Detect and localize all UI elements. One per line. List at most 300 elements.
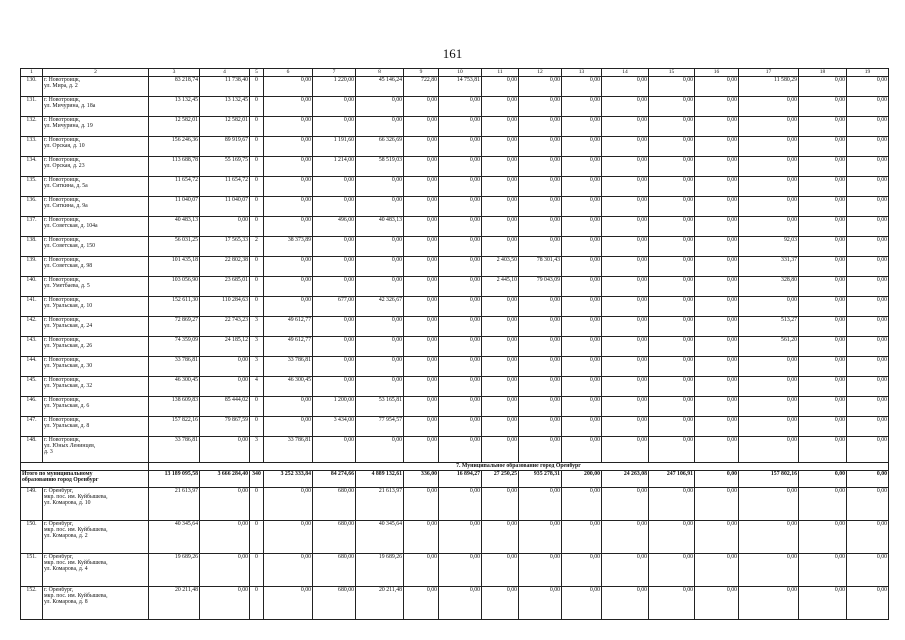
value-cell: 0,00 xyxy=(356,277,404,297)
value-cell: 0,00 xyxy=(695,377,739,397)
value-cell: 0,00 xyxy=(739,417,799,437)
value-cell: 19 689,26 xyxy=(356,554,404,587)
value-cell: 0,00 xyxy=(439,521,482,554)
value-cell: 0,00 xyxy=(739,357,799,377)
value-cell: 74 359,09 xyxy=(149,337,200,357)
value-cell: 40 345,64 xyxy=(356,521,404,554)
value-cell: 0,00 xyxy=(799,297,847,317)
value-cell: 0,00 xyxy=(404,397,439,417)
value-cell: 0,00 xyxy=(439,587,482,620)
value-cell: 0,00 xyxy=(482,177,519,197)
value-cell: 0,00 xyxy=(739,157,799,177)
value-cell: 0,00 xyxy=(519,137,562,157)
data-table xyxy=(20,68,889,620)
row-number: 143. xyxy=(21,337,43,357)
value-cell: 13 132,45 xyxy=(200,97,250,117)
address-line: г. Новотроицк, xyxy=(44,157,81,163)
value-cell: 0,00 xyxy=(356,317,404,337)
value-cell: 0,00 xyxy=(313,317,356,337)
value-cell: 0,00 xyxy=(649,137,695,157)
value-cell: 0,00 xyxy=(847,554,889,587)
address-line: ул. Ситкина, д. 9а xyxy=(44,203,88,210)
value-cell: 0 xyxy=(250,587,264,620)
table-row xyxy=(21,377,889,397)
value-cell: 0,00 xyxy=(562,377,602,397)
value-cell: 0,00 xyxy=(695,587,739,620)
total-value: 24 263,08 xyxy=(602,471,649,488)
value-cell: 138 609,83 xyxy=(149,397,200,417)
address-cell xyxy=(43,377,149,397)
value-cell: 0,00 xyxy=(482,357,519,377)
header-row xyxy=(21,69,889,77)
column-number: 17 xyxy=(739,69,799,77)
address-line: мкр. пос. им. Куйбышева, xyxy=(44,593,108,600)
address-line: ул. Мичурина, д. 19 xyxy=(44,123,93,130)
value-cell: 101 435,18 xyxy=(149,257,200,277)
total-value: 0,00 xyxy=(799,471,847,488)
value-cell: 0,00 xyxy=(439,257,482,277)
total-value: 13 189 095,58 xyxy=(149,471,200,488)
address-line: г. Новотроицк, xyxy=(44,297,81,303)
address-line: ул. Комарова, д. 8 xyxy=(44,599,88,606)
table-row xyxy=(21,197,889,217)
value-cell: 0,00 xyxy=(439,157,482,177)
column-number: 11 xyxy=(482,69,519,77)
value-cell: 0,00 xyxy=(404,437,439,463)
value-cell: 17 565,33 xyxy=(200,237,250,257)
value-cell: 55 169,75 xyxy=(200,157,250,177)
value-cell: 0,00 xyxy=(739,437,799,463)
value-cell: 0,00 xyxy=(562,137,602,157)
row-number: 150. xyxy=(21,521,43,554)
value-cell: 0,00 xyxy=(439,117,482,137)
value-cell: 0,00 xyxy=(602,417,649,437)
value-cell: 21 613,97 xyxy=(356,488,404,521)
value-cell: 0,00 xyxy=(200,554,250,587)
row-number: 142. xyxy=(21,317,43,337)
value-cell: 0,00 xyxy=(649,554,695,587)
value-cell: 0,00 xyxy=(649,77,695,97)
value-cell: 0,00 xyxy=(739,177,799,197)
value-cell: 156 246,36 xyxy=(149,137,200,157)
value-cell: 0,00 xyxy=(649,297,695,317)
address-cell xyxy=(43,177,149,197)
value-cell: 0,00 xyxy=(602,357,649,377)
value-cell: 14 753,81 xyxy=(439,77,482,97)
value-cell: 0,00 xyxy=(200,357,250,377)
value-cell: 0,00 xyxy=(356,237,404,257)
value-cell: 0,00 xyxy=(602,337,649,357)
value-cell: 0,00 xyxy=(200,488,250,521)
value-cell: 0,00 xyxy=(799,397,847,417)
value-cell: 20 211,48 xyxy=(149,587,200,620)
value-cell: 0,00 xyxy=(439,554,482,587)
address-line: г. Новотроицк, xyxy=(44,217,81,223)
value-cell: 0,00 xyxy=(739,197,799,217)
value-cell: 0,00 xyxy=(739,488,799,521)
address-cell xyxy=(43,337,149,357)
address-line: ул. Комарова, д. 4 xyxy=(44,566,88,573)
value-cell: 0,00 xyxy=(404,237,439,257)
address-line: г. Новотроицк, xyxy=(44,97,81,103)
value-cell: 0,00 xyxy=(519,488,562,521)
total-value: 4 889 132,61 xyxy=(356,471,404,488)
address-cell xyxy=(43,357,149,377)
row-number: 136. xyxy=(21,197,43,217)
value-cell: 0,00 xyxy=(482,417,519,437)
value-cell: 0,00 xyxy=(404,337,439,357)
address-line: ул. Уральская, д. 26 xyxy=(44,343,93,350)
address-cell xyxy=(43,417,149,437)
value-cell: 0,00 xyxy=(602,297,649,317)
value-cell: 0,00 xyxy=(404,117,439,137)
value-cell: 0,00 xyxy=(562,97,602,117)
value-cell: 0,00 xyxy=(313,237,356,257)
value-cell: 0,00 xyxy=(439,377,482,397)
value-cell: 0,00 xyxy=(562,117,602,137)
address-line: ул. Уральская, д. 6 xyxy=(44,403,90,410)
value-cell: 0,00 xyxy=(482,437,519,463)
value-cell: 0,00 xyxy=(404,587,439,620)
row-number: 137. xyxy=(21,217,43,237)
value-cell: 38 373,89 xyxy=(264,237,313,257)
value-cell: 0,00 xyxy=(695,317,739,337)
value-cell: 0 xyxy=(250,488,264,521)
value-cell: 0,00 xyxy=(356,117,404,137)
value-cell: 0,00 xyxy=(847,117,889,137)
value-cell: 0,00 xyxy=(404,137,439,157)
value-cell: 0,00 xyxy=(482,317,519,337)
address-line: г. Новотроицк, xyxy=(44,257,81,263)
value-cell: 0,00 xyxy=(264,521,313,554)
value-cell: 0,00 xyxy=(482,587,519,620)
value-cell: 0,00 xyxy=(695,137,739,157)
table-row xyxy=(21,77,889,97)
table-row xyxy=(21,157,889,177)
value-cell: 0,00 xyxy=(695,554,739,587)
address-line: мкр. пос. им. Куйбышева, xyxy=(44,527,108,534)
value-cell: 0,00 xyxy=(695,177,739,197)
value-cell: 0,00 xyxy=(519,197,562,217)
address-line: ул. Уральская, д. 8 xyxy=(44,423,90,430)
address-line: ул. Уметбаева, д. 5 xyxy=(44,283,90,290)
address-cell xyxy=(43,297,149,317)
value-cell: 0,00 xyxy=(602,587,649,620)
value-cell: 0,00 xyxy=(482,397,519,417)
value-cell: 46 300,45 xyxy=(149,377,200,397)
row-number: 132. xyxy=(21,117,43,137)
value-cell: 4 xyxy=(250,377,264,397)
value-cell: 78 301,43 xyxy=(519,257,562,277)
value-cell: 0,00 xyxy=(847,157,889,177)
value-cell: 0,00 xyxy=(562,554,602,587)
value-cell: 0,00 xyxy=(799,77,847,97)
value-cell: 0,00 xyxy=(313,257,356,277)
value-cell: 0,00 xyxy=(695,488,739,521)
value-cell: 0,00 xyxy=(847,217,889,237)
address-line: г. Оренбург, xyxy=(44,521,74,527)
value-cell: 0,00 xyxy=(313,117,356,137)
value-cell: 1 220,00 xyxy=(313,77,356,97)
table-row xyxy=(21,297,889,317)
value-cell: 0,00 xyxy=(519,437,562,463)
value-cell: 0,00 xyxy=(439,417,482,437)
value-cell: 0,00 xyxy=(482,97,519,117)
value-cell: 0,00 xyxy=(404,257,439,277)
value-cell: 0,00 xyxy=(649,417,695,437)
row-number: 145. xyxy=(21,377,43,397)
value-cell: 0,00 xyxy=(562,197,602,217)
value-cell: 0 xyxy=(250,197,264,217)
value-cell: 0,00 xyxy=(519,117,562,137)
address-cell xyxy=(43,277,149,297)
row-number: 151. xyxy=(21,554,43,587)
value-cell: 0,00 xyxy=(482,77,519,97)
address-line: г. Новотроицк, xyxy=(44,137,81,143)
value-cell: 0,00 xyxy=(695,117,739,137)
table-row xyxy=(21,554,889,587)
value-cell: 11 738,40 xyxy=(200,77,250,97)
value-cell: 0,00 xyxy=(695,297,739,317)
value-cell: 0,00 xyxy=(602,77,649,97)
value-cell: 0,00 xyxy=(439,237,482,257)
value-cell: 0 xyxy=(250,77,264,97)
value-cell: 0,00 xyxy=(356,257,404,277)
value-cell: 0,00 xyxy=(562,257,602,277)
value-cell: 0,00 xyxy=(356,357,404,377)
address-line: ул. Уральская, д. 24 xyxy=(44,323,93,330)
total-value: 247 106,91 xyxy=(649,471,695,488)
column-number: 1 xyxy=(21,69,43,77)
value-cell: 0,00 xyxy=(439,437,482,463)
value-cell: 0,00 xyxy=(602,117,649,137)
value-cell: 0,00 xyxy=(562,521,602,554)
value-cell: 33 786,81 xyxy=(264,437,313,463)
column-number: 15 xyxy=(649,69,695,77)
value-cell: 0,00 xyxy=(356,337,404,357)
address-cell xyxy=(43,397,149,417)
value-cell: 0,00 xyxy=(519,317,562,337)
value-cell: 0,00 xyxy=(404,521,439,554)
value-cell: 2 403,50 xyxy=(482,257,519,277)
value-cell: 0,00 xyxy=(602,97,649,117)
value-cell: 0,00 xyxy=(695,337,739,357)
value-cell: 0,00 xyxy=(439,357,482,377)
row-number: 131. xyxy=(21,97,43,117)
value-cell: 1 200,00 xyxy=(313,397,356,417)
address-cell xyxy=(43,197,149,217)
table-row xyxy=(21,237,889,257)
value-cell: 0 xyxy=(250,137,264,157)
value-cell: 0,00 xyxy=(847,97,889,117)
value-cell: 0,00 xyxy=(562,237,602,257)
value-cell: 0,00 xyxy=(739,587,799,620)
address-line: ул. Комарова, д. 2 xyxy=(44,533,88,540)
value-cell: 2 xyxy=(250,237,264,257)
value-cell: 53 165,81 xyxy=(356,397,404,417)
value-cell: 0,00 xyxy=(649,337,695,357)
value-cell: 0,00 xyxy=(602,317,649,337)
value-cell: 0,00 xyxy=(847,488,889,521)
row-number: 144. xyxy=(21,357,43,377)
address-line: г. Новотроицк, xyxy=(44,197,81,203)
row-number: 139. xyxy=(21,257,43,277)
total-value: 0,00 xyxy=(695,471,739,488)
value-cell: 496,00 xyxy=(313,217,356,237)
value-cell: 0,00 xyxy=(313,97,356,117)
table-row xyxy=(21,177,889,197)
value-cell: 0,00 xyxy=(519,77,562,97)
value-cell: 0,00 xyxy=(602,137,649,157)
value-cell: 0,00 xyxy=(439,397,482,417)
value-cell: 0,00 xyxy=(799,437,847,463)
address-cell xyxy=(43,437,149,463)
value-cell: 0,00 xyxy=(799,157,847,177)
value-cell: 0,00 xyxy=(200,521,250,554)
value-cell: 0,00 xyxy=(695,437,739,463)
value-cell: 0,00 xyxy=(264,257,313,277)
value-cell: 0,00 xyxy=(404,217,439,237)
address-cell xyxy=(43,77,149,97)
value-cell: 11 654,72 xyxy=(200,177,250,197)
value-cell: 0,00 xyxy=(739,217,799,237)
value-cell: 0,00 xyxy=(602,157,649,177)
value-cell: 0,00 xyxy=(356,377,404,397)
value-cell: 0,00 xyxy=(264,217,313,237)
value-cell: 0,00 xyxy=(562,277,602,297)
value-cell: 0,00 xyxy=(695,521,739,554)
address-line: г. Новотроицк, xyxy=(44,337,81,343)
value-cell: 0,00 xyxy=(739,137,799,157)
address-cell xyxy=(43,257,149,277)
value-cell: 0,00 xyxy=(562,437,602,463)
column-number: 6 xyxy=(264,69,313,77)
column-number: 16 xyxy=(695,69,739,77)
value-cell: 0,00 xyxy=(264,488,313,521)
address-line: ул. Юных Ленинцев, xyxy=(44,443,96,450)
address-line: ул. Уральская, д. 10 xyxy=(44,303,93,310)
value-cell: 0 xyxy=(250,257,264,277)
address-line: ул. Орская, д. 23 xyxy=(44,163,85,170)
value-cell: 0,00 xyxy=(482,554,519,587)
value-cell: 0,00 xyxy=(799,377,847,397)
total-value: 340 xyxy=(250,471,264,488)
value-cell: 0,00 xyxy=(264,77,313,97)
row-number: 135. xyxy=(21,177,43,197)
table-row xyxy=(21,397,889,417)
address-line: ул. Мичурина, д. 18а xyxy=(44,103,96,110)
value-cell: 0,00 xyxy=(799,217,847,237)
address-cell xyxy=(43,237,149,257)
value-cell: 0,00 xyxy=(649,217,695,237)
value-cell: 0,00 xyxy=(847,377,889,397)
value-cell: 0,00 xyxy=(439,277,482,297)
address-cell xyxy=(43,317,149,337)
value-cell: 0,00 xyxy=(404,197,439,217)
address-cell xyxy=(43,157,149,177)
value-cell: 680,00 xyxy=(313,488,356,521)
value-cell: 0,00 xyxy=(264,277,313,297)
column-number: 19 xyxy=(847,69,889,77)
value-cell: 0,00 xyxy=(200,377,250,397)
value-cell: 513,27 xyxy=(739,317,799,337)
column-number: 9 xyxy=(404,69,439,77)
value-cell: 0,00 xyxy=(799,197,847,217)
address-cell xyxy=(43,97,149,117)
address-line: ул. Уральская, д. 30 xyxy=(44,363,93,370)
value-cell: 0,00 xyxy=(695,277,739,297)
value-cell: 0,00 xyxy=(847,357,889,377)
section-row xyxy=(21,463,889,471)
value-cell: 45 146,24 xyxy=(356,77,404,97)
value-cell: 0,00 xyxy=(264,177,313,197)
value-cell: 0,00 xyxy=(847,521,889,554)
address-cell xyxy=(43,488,149,521)
value-cell: 0,00 xyxy=(519,521,562,554)
value-cell: 20 211,48 xyxy=(356,587,404,620)
column-number: 18 xyxy=(799,69,847,77)
value-cell: 40 483,13 xyxy=(149,217,200,237)
value-cell: 0,00 xyxy=(264,117,313,137)
table-row xyxy=(21,357,889,377)
table-row xyxy=(21,587,889,620)
value-cell: 0,00 xyxy=(439,97,482,117)
value-cell: 0,00 xyxy=(264,397,313,417)
address-cell xyxy=(43,521,149,554)
address-cell xyxy=(43,217,149,237)
value-cell: 0,00 xyxy=(264,157,313,177)
value-cell: 0,00 xyxy=(649,437,695,463)
table-row xyxy=(21,437,889,463)
row-number: 149. xyxy=(21,488,43,521)
value-cell: 0,00 xyxy=(404,357,439,377)
address-line: г. Новотроицк, xyxy=(44,277,81,283)
value-cell: 0,00 xyxy=(695,357,739,377)
value-cell: 33 786,81 xyxy=(149,437,200,463)
total-value: 336,00 xyxy=(404,471,439,488)
value-cell: 0,00 xyxy=(649,157,695,177)
address-line: г. Новотроицк, xyxy=(44,437,81,443)
value-cell: 0,00 xyxy=(313,357,356,377)
value-cell: 0,00 xyxy=(482,337,519,357)
value-cell: 0,00 xyxy=(649,277,695,297)
address-cell xyxy=(43,587,149,620)
total-value: 84 274,66 xyxy=(313,471,356,488)
value-cell: 0,00 xyxy=(404,297,439,317)
value-cell: 0,00 xyxy=(847,177,889,197)
value-cell: 92,03 xyxy=(739,237,799,257)
value-cell: 11 580,29 xyxy=(739,77,799,97)
value-cell: 103 056,90 xyxy=(149,277,200,297)
value-cell: 0,00 xyxy=(313,197,356,217)
value-cell: 40 483,13 xyxy=(356,217,404,237)
table-row xyxy=(21,417,889,437)
value-cell: 0,00 xyxy=(847,297,889,317)
value-cell: 0 xyxy=(250,97,264,117)
value-cell: 0 xyxy=(250,554,264,587)
total-value: 3 252 333,84 xyxy=(264,471,313,488)
address-line: ул. Ситкина, д. 5а xyxy=(44,183,88,190)
row-number: 147. xyxy=(21,417,43,437)
row-number: 130. xyxy=(21,77,43,97)
total-value: 27 250,25 xyxy=(482,471,519,488)
address-line: мкр. пос. им. Куйбышева, xyxy=(44,494,108,501)
value-cell: 0,00 xyxy=(602,488,649,521)
value-cell: 0,00 xyxy=(404,317,439,337)
value-cell: 0,00 xyxy=(799,554,847,587)
value-cell: 0,00 xyxy=(264,197,313,217)
value-cell: 328,80 xyxy=(739,277,799,297)
